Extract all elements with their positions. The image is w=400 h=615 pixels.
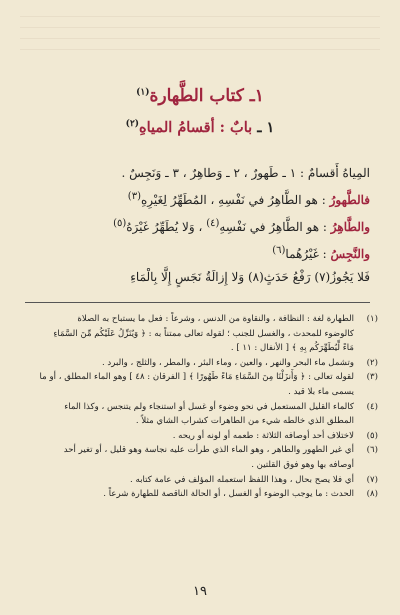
main-text <box>25 162 370 289</box>
footnote <box>22 487 378 502</box>
footnote-number: (١) <box>366 314 378 324</box>
footnote-number: (٨) <box>366 489 378 500</box>
section-number: ١ ـ <box>257 119 275 136</box>
section-title <box>0 119 400 136</box>
footnote <box>22 370 378 399</box>
chapter-footnote-ref: (١) <box>136 87 150 98</box>
footnote-line: أي غير الطهور والطاهر ، وهو الماء الذي طرأت عليه نجاسة وهو قليل ، أو تغير أحد <box>63 445 354 456</box>
footnote-number: (٣) <box>366 372 378 383</box>
section-title-text: بابٌ : أقسامُ المياهِ <box>139 119 253 136</box>
page-number: ١٩ <box>193 584 207 599</box>
main-line-2 <box>25 185 370 212</box>
footnote-line: وتشمل ماء البحر والنهر ، والعين ، وماء البئر ، والمطر ، والثلج ، والبرد . <box>101 357 354 368</box>
footnote-ref-4: (٤) <box>206 218 220 229</box>
term-najis: والنَّجِسُ <box>330 247 370 261</box>
footnote-line: الحدث : ما يوجب الوضوء أو الغسل ، أو الحالة الناقصة للطهارة شرعاً . <box>103 489 354 500</box>
footnote <box>22 312 378 356</box>
footnote <box>22 400 378 429</box>
footnote-text <box>22 312 354 356</box>
footnote-line: أوصافه بها وهو فوق القلتين . <box>251 459 354 470</box>
najis-definition: : غَيْرُهُما <box>285 247 327 261</box>
section-footnote-ref: (٢) <box>125 119 140 130</box>
faded-text-area <box>20 16 380 56</box>
tahir-definition: : هو الطَّاهِرُ في نَفْسِهِ <box>219 220 327 234</box>
term-tahur: فالطَّهورُ <box>329 193 370 207</box>
footnote-line: أي فلا يصح بحال ، وهذا اللفظ استعمله المؤلف في عامة كتابه . <box>130 474 354 485</box>
footnote-line: يسمى ماء بلا قيد . <box>288 386 354 397</box>
footnote-number: (٦) <box>366 445 378 456</box>
footnote-ref-3: (٣) <box>127 191 141 202</box>
footnote-line: مَاءً لِّيُطَهِّرَكُم بِهِ ﴾ [ الأنفال : ١١ ] . <box>230 343 354 354</box>
main-line-1: المِياهُ أَقسامٌ : ١ ـ طَهورٌ ، ٢ ـ وَطاهِرٌ ، ٣ ـ وَنَجِسٌ . <box>121 166 370 180</box>
footnote-number: (٧) <box>366 474 378 485</box>
tahir-definition-2: ، وَلا يُطَهِّرُ غَيْرَهُ <box>126 220 203 234</box>
footnote-separator <box>25 302 370 303</box>
footnote-line: كالوضوء للمحدث ، والغسل للجنب ؛ لقوله تعالى ممتناً به : ﴿ وَيُنَزِّلُ عَلَيْكُم مِّنَ السَّمَاءِ <box>53 328 354 339</box>
footnote-line: لقوله تعالى : ﴿ وَأَنزَلْنَا مِنَ السَّمَاءِ مَاءً طَهُورًا ﴾ [ الفرقان : ٤٨ ] وهو الماء المطلق ، أو ما <box>39 372 354 383</box>
footnote-text <box>22 370 354 399</box>
footnote-line: الطهارة لغة : النظافة ، والنقاوة من الدنس ، وشرعاً : فعل ما يستباح به الصلاة <box>77 314 354 324</box>
footnote-text <box>22 400 354 429</box>
footnote-line: المطلق الذي خالطه شيء من الطاهرات كشراب الشاي مثلاً . <box>135 416 354 427</box>
footnote-ref-5: (٥) <box>113 218 127 229</box>
footnote-number: (٥) <box>366 430 378 441</box>
main-line-3 <box>25 212 370 239</box>
footnote <box>22 443 378 472</box>
footnote-text <box>22 473 354 488</box>
footnote <box>22 429 378 444</box>
chapter-title-text: ١ـ كتاب الطَّهارة <box>149 86 264 106</box>
footnote-number: (٤) <box>366 401 378 412</box>
footnote-line: لاختلاف أحد أوصافه الثلاثة : طعمه أو لونه أو ريحه . <box>172 430 354 441</box>
main-line-4 <box>25 239 370 266</box>
term-tahir: والطَّاهِرُ <box>330 220 370 234</box>
main-line-5: فَلا يَجُوزُ(٧) رَفْعُ حَدَثٍ(٨) وَلا إِزالَةُ نَجَسٍ إِلَّا بِالْمَاءِ <box>130 270 370 284</box>
footnote <box>22 356 378 371</box>
tahur-definition: : هو الطَّاهِرُ في نَفْسِهِ ، المُطَهِّرُ لِغَيْرِهِ <box>140 193 326 207</box>
chapter-title <box>0 86 400 106</box>
footnote-ref-6: (٦) <box>272 245 286 256</box>
footnote-text <box>22 443 354 472</box>
footnote-line: كالماء القليل المستعمل في نحو وضوء أو غسل أو استنجاء ولم يتنجس ، وكذا الماء <box>64 401 354 412</box>
footnote <box>22 473 378 488</box>
footnote-text <box>22 356 354 371</box>
footnote-text <box>22 429 354 444</box>
footnote-text <box>22 487 354 502</box>
footnote-number: (٢) <box>366 357 378 368</box>
footnotes <box>22 312 378 502</box>
